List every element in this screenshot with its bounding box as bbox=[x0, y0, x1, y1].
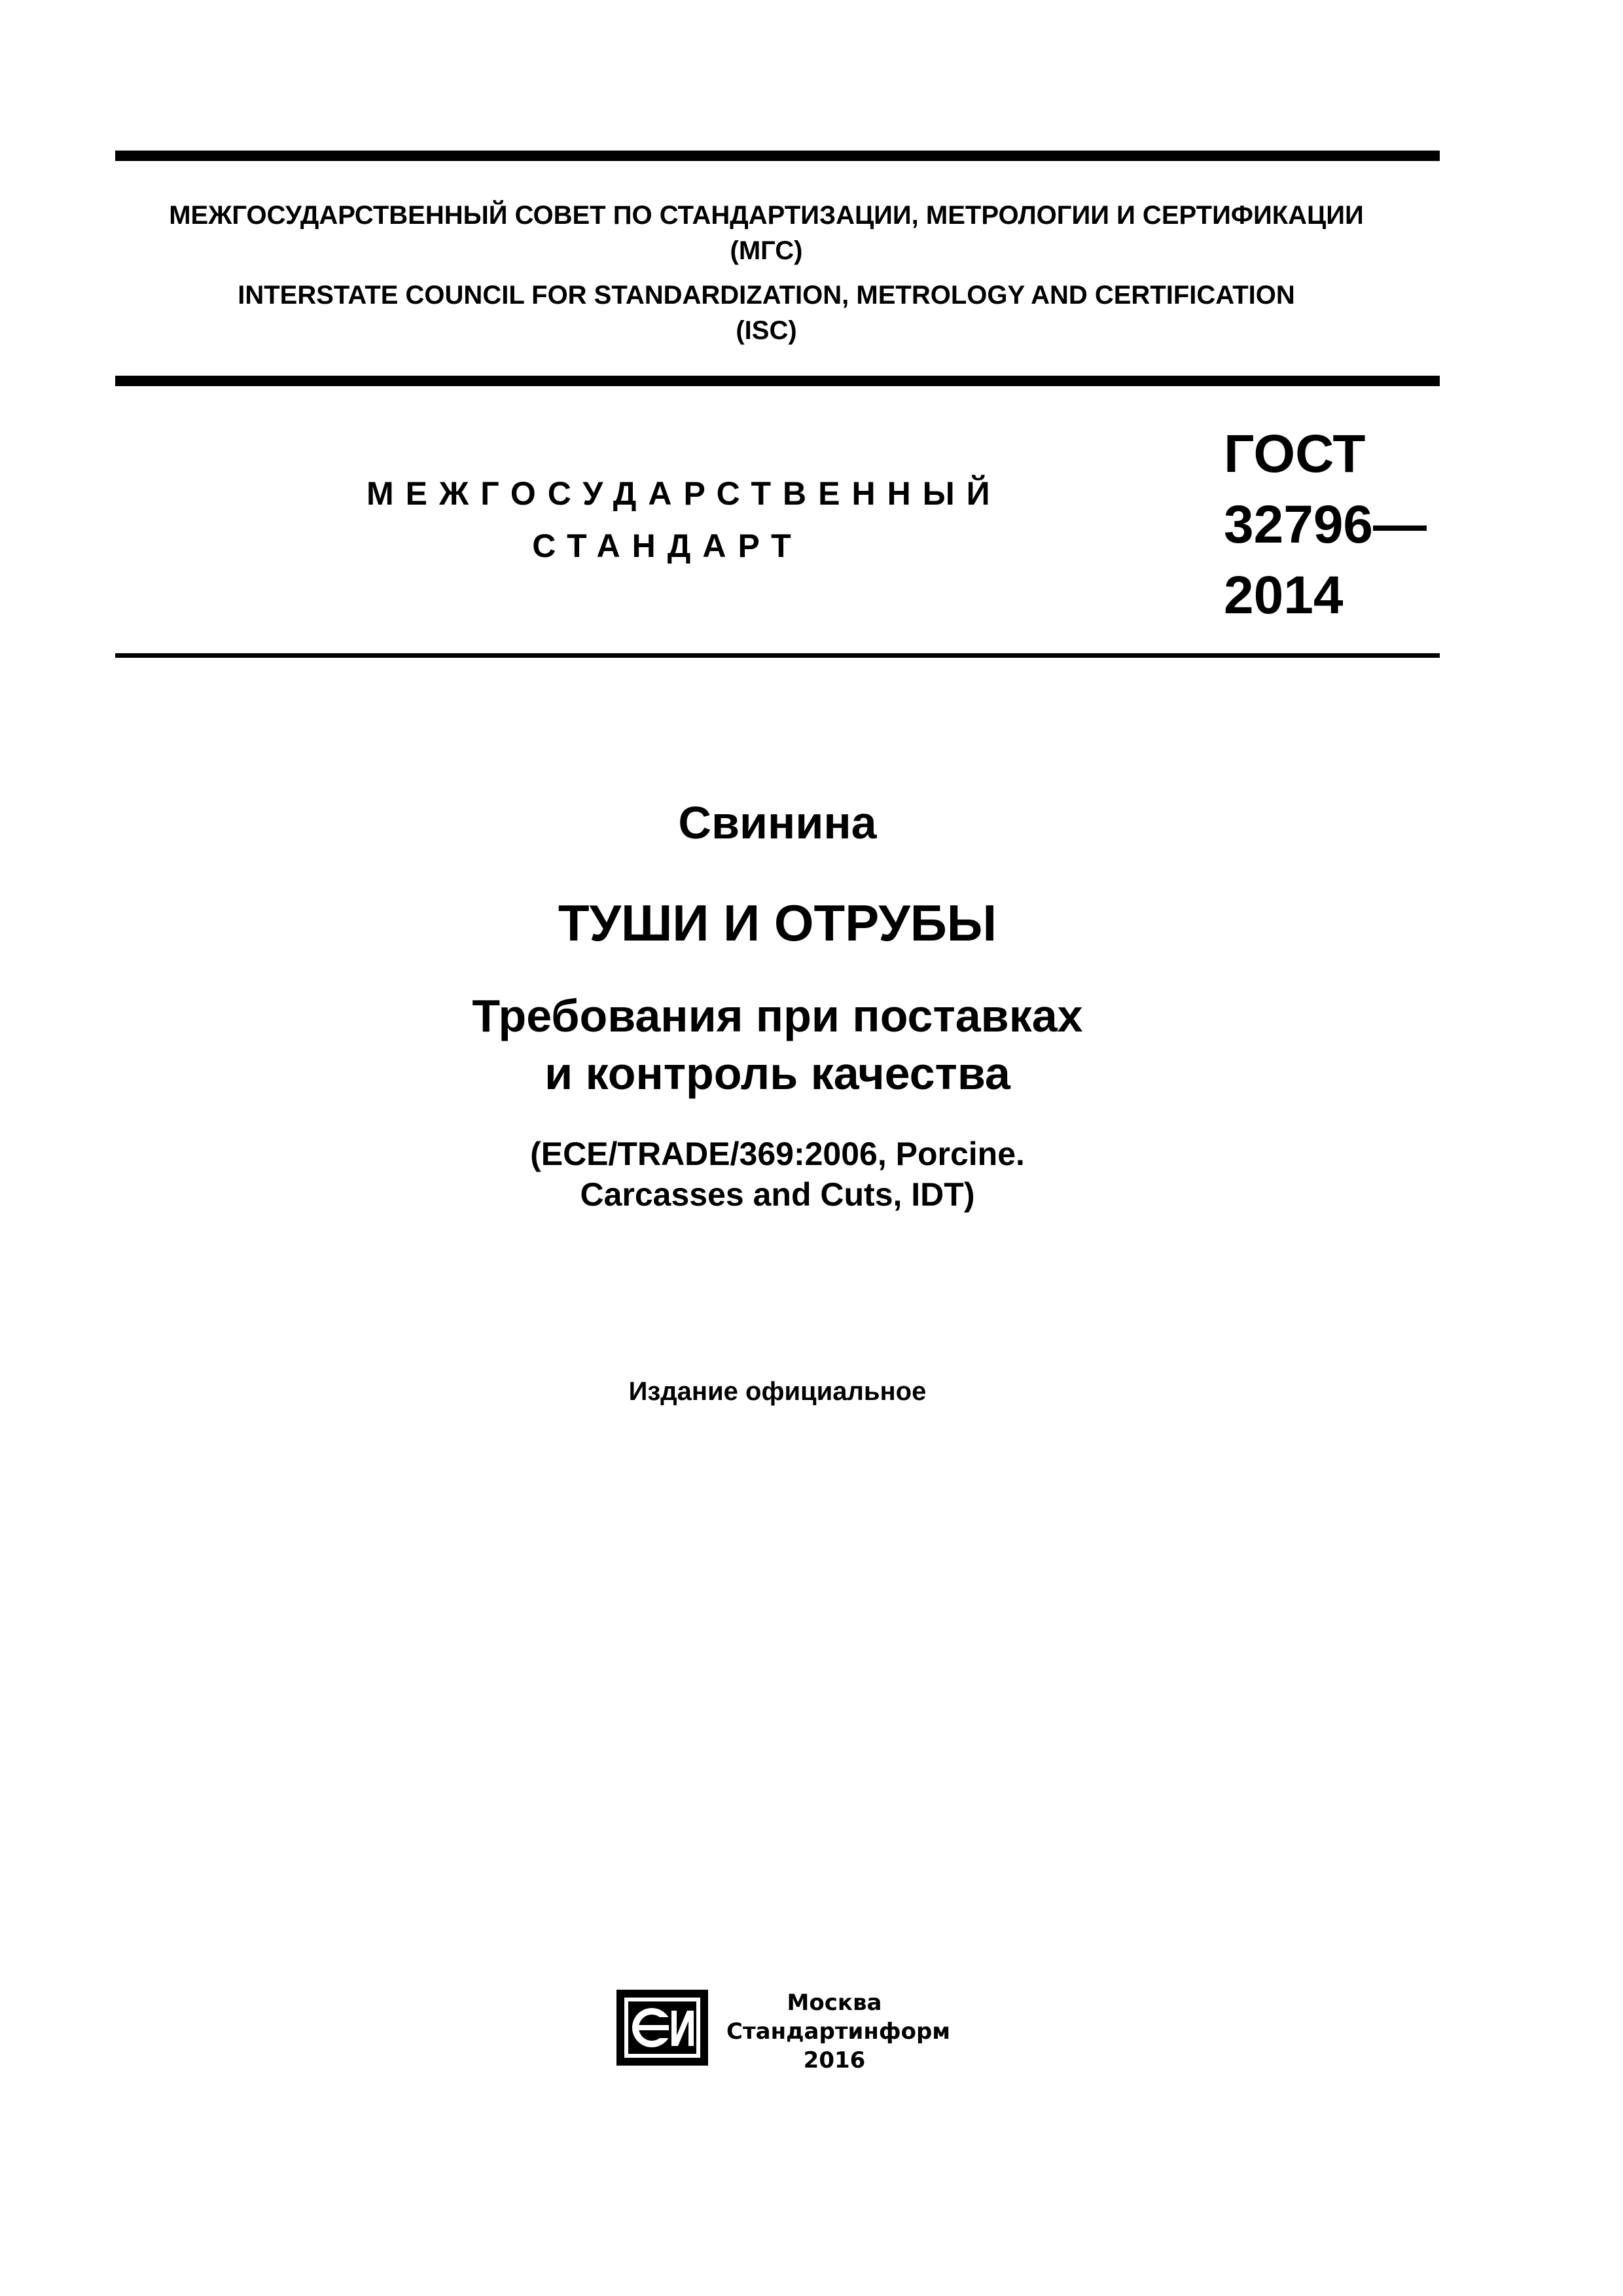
council-ru-line2: (МГС) bbox=[730, 236, 803, 265]
subtitle bbox=[115, 987, 1440, 1102]
edition-label: Издание официальное bbox=[628, 1377, 927, 1406]
council-en-line2: (ISC) bbox=[736, 316, 797, 345]
publisher-name: Стандартинформ bbox=[726, 2018, 951, 2045]
standard-label-line2: СТАНДАРТ bbox=[532, 528, 803, 564]
publisher-city: Москва bbox=[787, 1990, 882, 2016]
council-name-en bbox=[115, 278, 1418, 348]
publisher-year: 2016 bbox=[803, 2047, 866, 2073]
main-title: ТУШИ И ОТРУБЫ bbox=[558, 894, 997, 952]
product-title: Свинина bbox=[678, 797, 877, 848]
gost-number bbox=[1224, 419, 1427, 631]
reference-standard bbox=[115, 1134, 1440, 1215]
standard-type-label bbox=[366, 467, 1002, 572]
gost-line3: 2014 bbox=[1224, 565, 1344, 625]
reference-line1: (ECE/TRADE/369:2006, Porcine. bbox=[530, 1136, 1025, 1172]
gost-line1: ГОСТ bbox=[1224, 424, 1366, 484]
top-divider bbox=[115, 151, 1440, 161]
standard-label-line1: МЕЖГОСУДАРСТВЕННЫЙ bbox=[366, 475, 1002, 512]
council-en-line1: INTERSTATE COUNCIL FOR STANDARDIZATION, METROLOGY AND CERTIFICATION bbox=[238, 281, 1295, 310]
council-name-ru bbox=[115, 198, 1418, 268]
gost-line2: 32796— bbox=[1224, 495, 1427, 554]
subtitle-line2: и контроль качества bbox=[544, 1048, 1010, 1099]
council-ru-line1: МЕЖГОСУДАРСТВЕННЫЙ СОВЕТ ПО СТАНДАРТИЗАЦИИ, МЕТРОЛОГИИ И СЕРТИФИКАЦИИ bbox=[169, 201, 1364, 230]
standartinform-logo-icon bbox=[615, 1988, 709, 2067]
bottom-divider bbox=[115, 653, 1440, 658]
reference-line2: Carcasses and Cuts, IDT) bbox=[580, 1176, 975, 1213]
middle-divider bbox=[115, 376, 1440, 386]
publisher-info bbox=[726, 1988, 951, 2075]
subtitle-line1: Требования при поставках bbox=[472, 990, 1083, 1041]
